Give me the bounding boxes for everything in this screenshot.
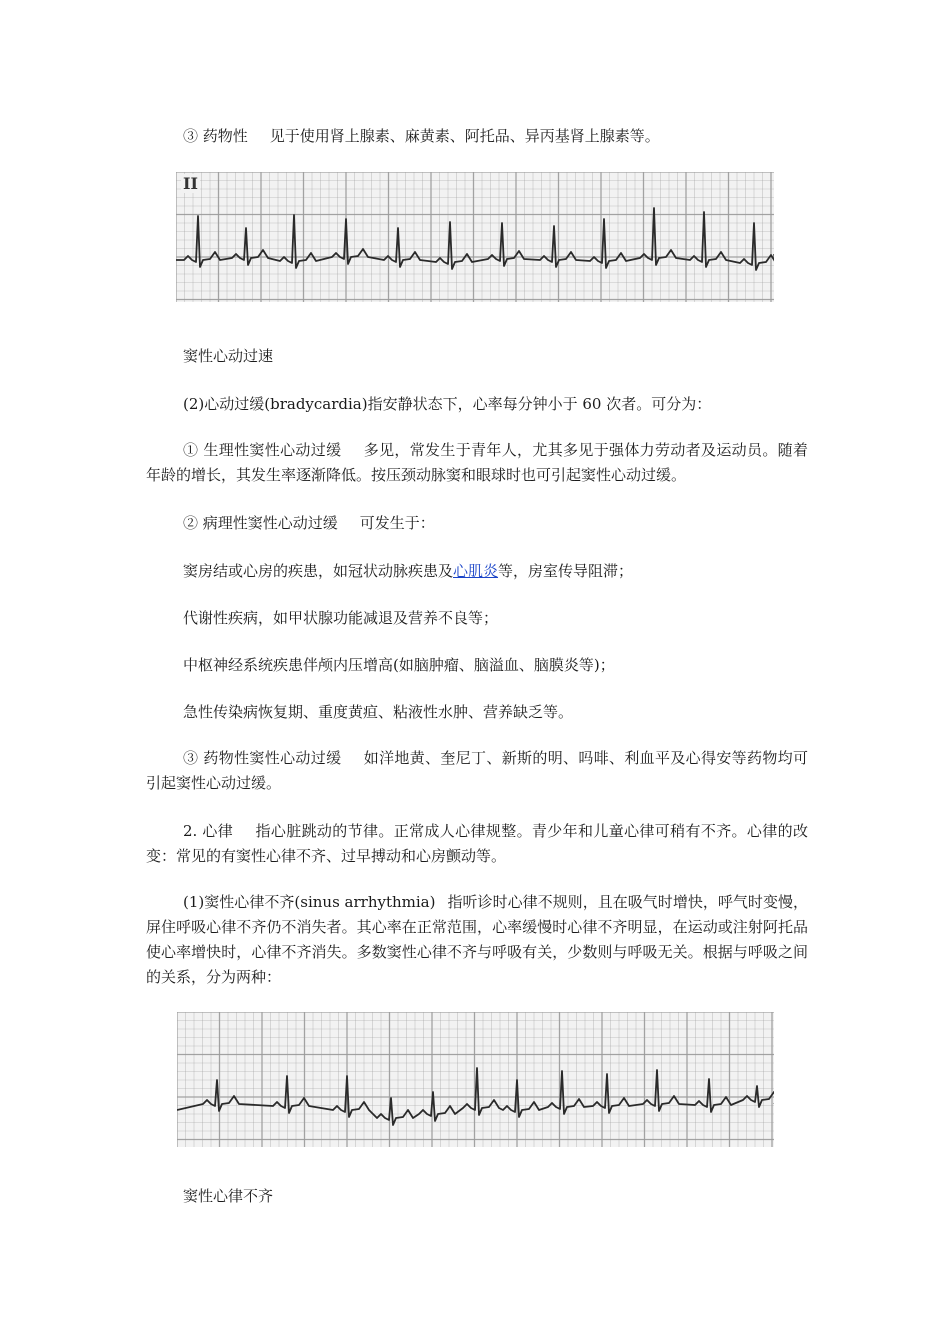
drug-tachycardia-line: [183, 127, 660, 145]
drug-bradycardia-text: 如洋地黄、奎尼丁、新斯的明、吗啡、利血平及心得安等药物均可引起窦性心动过缓。: [146, 749, 808, 792]
drug-tachycardia-lead: ③ 药物性: [183, 127, 248, 145]
heart-rhythm-text: 指心脏跳动的节律。正常成人心律规整。青少年和儿童心律可稍有不齐。心律的改变：常见的有窦性心律不齐、过早搏动和心房颤动等。: [146, 822, 808, 865]
pathological-bradycardia-line: [183, 514, 435, 532]
ecg-strip-tachycardia: [176, 172, 774, 302]
cause-cns-line: 中枢神经系统疾患伴颅内压增高(如脑肿瘤、脑溢血、脑膜炎等)；: [183, 656, 615, 674]
physiological-text: 多见，常发生于青年人，尤其多见于强体力劳动者及运动员。随着年龄的增长，其发生率逐渐降低。按压颈动脉窦和眼球时也可引起窦性心动过缓。: [146, 441, 808, 484]
ecg-tachycardia-trace: [176, 208, 774, 270]
sinus-arrhythmia-text: 指听诊时心律不规则，且在吸气时增快，呼气时变慢，屏住呼吸心律不齐仍不消失者。其心率在正常范围，心率缓慢时心律不齐明显，在运动或注射阿托品使心率增快时，心律不齐消失。多数窦性心律不齐与呼吸有关，少数则与呼吸无关。根据与呼吸之间的关系，分为两种：: [146, 893, 808, 986]
heart-rhythm-lead: 2. 心律: [183, 822, 234, 840]
ecg-tachycardia-caption: 窦性心动过速: [183, 347, 274, 365]
physiological-lead: ① 生理性窦性心动过缓: [183, 441, 342, 459]
cause-sinoatrial-before: 窦房结或心房的疾患，如冠状动脉疾患及: [183, 562, 454, 580]
drug-tachycardia-text: 见于使用肾上腺素、麻黄素、阿托品、异丙基肾上腺素等。: [269, 127, 660, 145]
sinus-arrhythmia-lead: (1)窦性心律不齐(sinus arrhythmia): [183, 893, 436, 911]
heart-rhythm-paragraph: [146, 819, 808, 869]
ecg-arrhythmia-svg: [177, 1012, 774, 1147]
pathological-lead: ② 病理性窦性心动过缓: [183, 514, 338, 532]
ecg-grid: [176, 172, 774, 302]
ecg-lead-label: II: [183, 174, 198, 193]
myocarditis-link[interactable]: 心肌炎: [453, 562, 499, 580]
ecg-strip-sinus-arrhythmia: [177, 1012, 774, 1147]
ecg-tachycardia-svg: [176, 172, 774, 302]
sinus-arrhythmia-paragraph: [146, 890, 808, 990]
cause-sinoatrial-line: [183, 562, 633, 580]
cause-infection-line: 急性传染病恢复期、重度黄疸、粘液性水肿、营养缺乏等。: [183, 703, 574, 721]
drug-bradycardia-paragraph: [146, 746, 808, 796]
pathological-text: 可发生于：: [359, 514, 435, 532]
physiological-bradycardia-paragraph: [146, 438, 808, 488]
drug-bradycardia-lead: ③ 药物性窦性心动过缓: [183, 749, 342, 767]
ecg-grid: [177, 1012, 774, 1147]
bradycardia-intro: (2)心动过缓(bradycardia)指安静状态下，心率每分钟小于 60 次者。可分为：: [183, 395, 712, 413]
ecg-arrhythmia-caption: 窦性心律不齐: [183, 1187, 274, 1205]
cause-sinoatrial-after: 等，房室传导阻滞；: [498, 562, 634, 580]
cause-metabolic-line: 代谢性疾病，如甲状腺功能减退及营养不良等；: [183, 609, 499, 627]
